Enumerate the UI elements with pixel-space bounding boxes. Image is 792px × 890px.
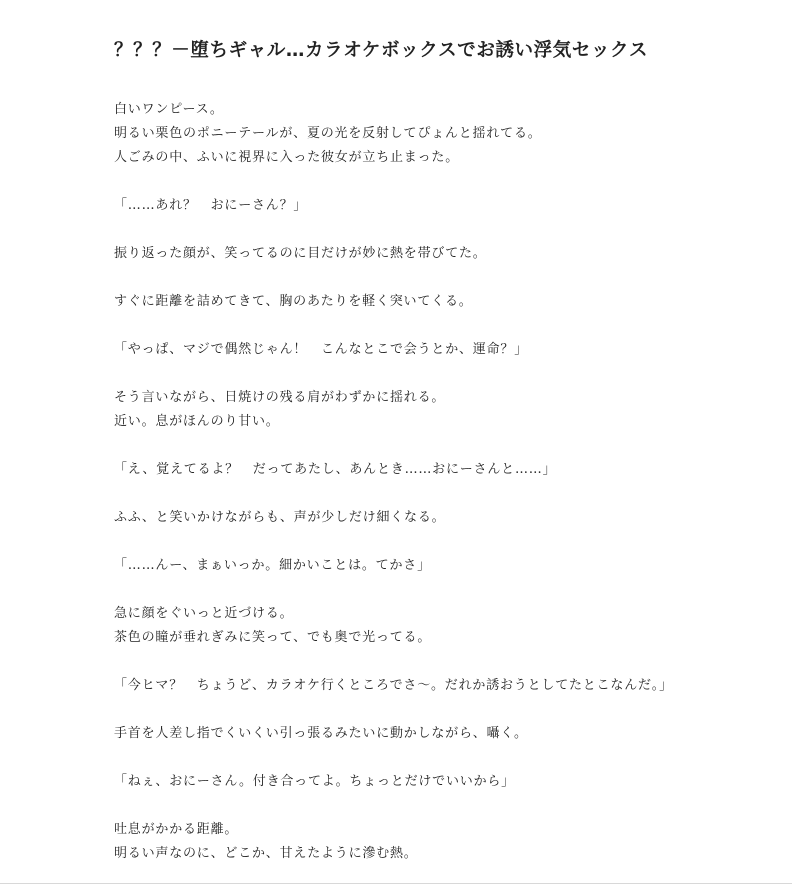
paragraph [114,242,774,266]
text-line: 手首を人差し指でくいくい引っ張るみたいに動かしながら、囁く。 [114,726,528,741]
text-line: 「……あれ？ おにーさん？」 [114,198,308,213]
paragraph [114,554,774,578]
text-line: 「やっぱ、マジで偶然じゃん！ こんなとこで会うとか、運命？」 [114,342,529,357]
paragraph [114,458,774,482]
paragraph [114,674,774,698]
text-line: 明るい声なのに、どこか、甘えたように滲む熱。 [114,846,418,861]
text-line: そう言いながら、日焼けの残る肩がわずかに揺れる。 [114,390,446,405]
paragraph [114,386,774,434]
paragraph [114,290,774,314]
text-line: 明るい栗色のポニーテールが、夏の光を反射してぴょんと揺れてる。 [114,126,542,141]
bottom-divider [0,883,792,884]
text-line: 「ねぇ、おにーさん。付き合ってよ。ちょっとだけでいいから」 [114,774,515,789]
text-line: 急に顔をぐいっと近づける。 [114,606,294,621]
text-line: 振り返った顔が、笑ってるのに目だけが妙に熱を帯びてた。 [114,246,487,261]
text-line: 「え、覚えてるよ？ だってあたし、あんとき……おにーさんと……」 [114,462,557,477]
paragraph [114,506,774,530]
paragraph [114,722,774,746]
text-line: 近い。息がほんのり甘い。 [114,414,280,429]
paragraph [114,818,774,866]
text-line: 吐息がかかる距離。 [114,822,239,837]
paragraph [114,602,774,650]
text-line: 人ごみの中、ふいに視界に入った彼女が立ち止まった。 [114,150,460,165]
text-line: ふふ、と笑いかけながらも、声が少しだけ細くなる。 [114,510,446,525]
paragraph [114,770,774,794]
paragraph [114,194,774,218]
text-line: 茶色の瞳が垂れぎみに笑って、でも奥で光ってる。 [114,630,432,645]
document-body [114,98,774,890]
paragraph [114,98,774,170]
text-line: すぐに距離を詰めてきて、胸のあたりを軽く突いてくる。 [114,294,473,309]
paragraph [114,338,774,362]
text-line: 白いワンピース。 [114,102,224,117]
text-line: 「今ヒマ？ ちょうど、カラオケ行くところでさ～。だれか誘おうとしてたとこなんだ。」 [114,678,673,693]
document-title: ？？？－堕ちギャル…カラオケボックスでお誘い浮気セックス [114,40,649,61]
text-line: 「……んー、まぁいっか。細かいことは。てかさ」 [114,558,431,573]
